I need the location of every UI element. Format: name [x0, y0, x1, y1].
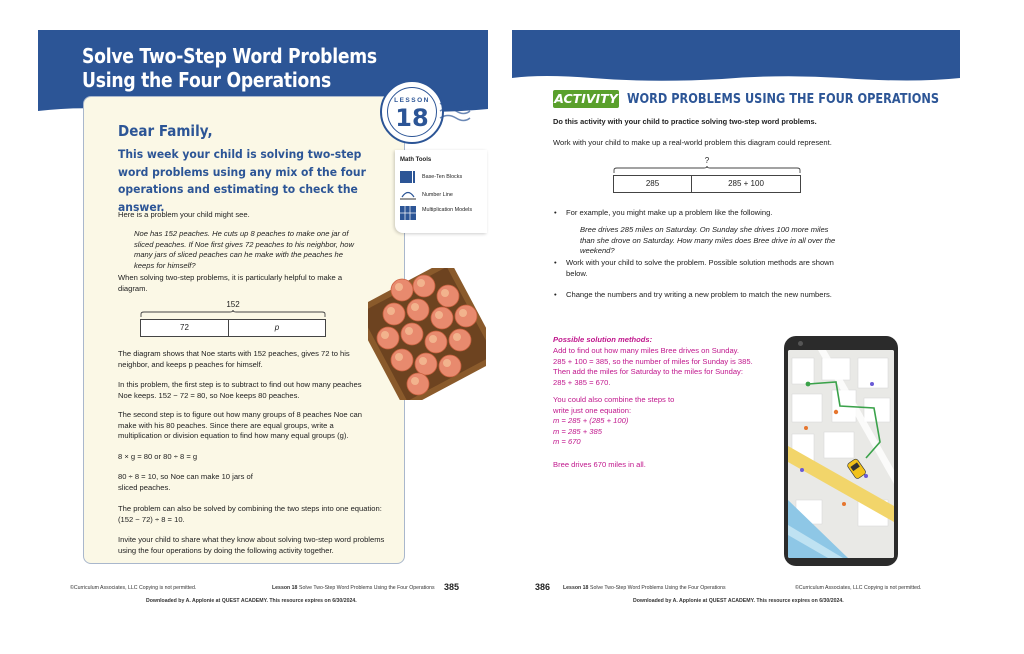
intro-text: This week your child is solving two-step word problems using any mix of the four operations and estimating to check the answer. — [118, 147, 366, 214]
jars-result-text: 80 ÷ 8 = 10, so Noe can make 10 jars of sliced peaches. — [118, 472, 253, 492]
peach — [391, 279, 413, 301]
answer-text: Bree drives 670 miles in all. — [553, 460, 646, 469]
bar-model-left — [140, 300, 326, 340]
second-step-text: The second step is to figure out how many groups of 8 peaches Noe can make with his 80 peaches. Since there are equal groups, write a multiplication or division equation to find how many equal groups (g). — [118, 410, 362, 440]
footer-lesson-title-left: Solve Two-Step Word Problems Using the Four Operations — [299, 585, 435, 591]
camera-icon — [798, 341, 803, 346]
bar-total-label: 152 — [226, 300, 240, 309]
peach — [377, 327, 399, 349]
bar-cell-p: p — [228, 319, 326, 337]
tool-label: Number Line — [422, 192, 453, 198]
bar-model-right — [613, 156, 801, 196]
combine-line: write just one equation: — [553, 405, 632, 415]
lesson-title — [82, 44, 377, 92]
combined-equation-text: The problem can also be solved by combining the two steps into one equation: (152 − 72) ÷ 8 = 10. — [118, 504, 382, 524]
peach-highlight — [453, 333, 461, 341]
tool-number-line — [400, 188, 486, 204]
solution-line: 285 + 385 = 670. — [553, 377, 611, 387]
activity-work-text: Work with your child to make up a real-world problem this diagram could represent. — [553, 138, 832, 147]
peach — [449, 329, 471, 351]
footer-lesson-right: Lesson 18 — [563, 585, 589, 591]
activity-banner — [512, 30, 960, 76]
peach — [431, 307, 453, 329]
postmark-lines-icon — [438, 96, 472, 130]
combine-lines — [553, 395, 674, 448]
stamp-word: LESSON — [394, 97, 430, 104]
map-icon — [788, 350, 894, 558]
example-intro: Here is a problem your child might see. — [118, 210, 250, 219]
footer-copyright-left: ©Curriculum Associates, LLC Copying is not permitted. — [70, 585, 197, 591]
number-line-icon — [400, 188, 416, 202]
stamp-number: 18 — [395, 104, 429, 132]
map-screen — [788, 350, 894, 558]
page-number-right: 386 — [535, 582, 551, 592]
footer-lesson-title-right: Solve Two-Step Word Problems Using the Four Operations — [590, 585, 726, 591]
greeting: Dear Family, — [118, 122, 213, 140]
bar-total-label: ? — [704, 156, 710, 165]
tool-label: Multiplication Models — [422, 207, 473, 213]
lesson-title-line2: Using the Four Operations — [82, 68, 332, 92]
peach-highlight — [405, 327, 413, 335]
combine-equation: m = 285 + 385 — [553, 426, 602, 436]
diagram-explanation-text: The diagram shows that Noe starts with 152 peaches, gives 72 to his neighbor, and keeps p peaches for himself. — [118, 349, 350, 369]
tool-multiplication-models — [400, 206, 486, 222]
download-notice-right: Downloaded by A. Applonie at QUEST ACADEMY. This resource expires on 6/30/2024. — [633, 598, 844, 604]
equation-line: 8 × g = 80 or 80 ÷ 8 = g — [118, 452, 198, 461]
stamp-inner-ring — [387, 87, 437, 137]
peach-highlight — [411, 377, 419, 385]
diagram-explanation — [118, 349, 368, 370]
combine-equation: m = 670 — [553, 437, 581, 446]
solution-line: Add to find out how many miles Bree drives on Sunday. — [553, 346, 740, 355]
combine-equation: m = 285 + (285 + 100) — [553, 416, 629, 425]
activity-badge: ACTIVITY — [554, 91, 618, 106]
solution-heading: Possible solution methods: — [553, 335, 653, 344]
footer-lesson-left: Lesson 18 — [272, 585, 298, 591]
footer-copyright-right: ©Curriculum Associates, LLC Copying is not permitted. — [795, 585, 922, 591]
activity-instruction: Do this activity with your child to practice solving two-step word problems. — [553, 117, 817, 126]
solution-line: 285 + 100 = 385, so the number of miles for Sunday is 385. — [553, 356, 753, 366]
solution-lines — [553, 346, 753, 388]
example-problem: Bree drives 285 miles on Saturday. On Sunday she drives 100 more miles than she drove on Saturday. How many miles does Bree drive in all over the weekend? — [580, 225, 836, 255]
peach — [439, 355, 461, 377]
peach-highlight — [395, 353, 403, 361]
combine-line: You could also combine the steps to — [553, 395, 675, 404]
bullet-solve: • Work with your child to solve the problem. Possible solution methods are shown below. — [566, 258, 836, 279]
math-tools-title: Math Tools — [400, 157, 432, 163]
invite-text: Invite your child to share what they know about solving two-step word problems using the four operations by doing the following activity together. — [118, 535, 385, 555]
bullet-change: • Change the numbers and try writing a new problem to match the new numbers. — [566, 290, 832, 301]
download-notice-left: Downloaded by A. Applonie at QUEST ACADEMY. This resource expires on 6/30/2024. — [146, 598, 357, 604]
peach-highlight — [441, 289, 449, 297]
peach — [425, 331, 447, 353]
multiplication-models-icon — [400, 206, 416, 220]
lesson-stamp — [380, 80, 444, 144]
math-tools-panel — [395, 150, 487, 233]
peach-highlight — [387, 307, 395, 315]
peach-highlight — [417, 279, 425, 287]
peach-highlight — [443, 359, 451, 367]
peach-highlight — [459, 309, 467, 317]
solution-line: Then add the miles for Saturday to the miles for Sunday: — [553, 367, 743, 376]
sample-problem: Noe has 152 peaches. He cuts up 8 peaches to make one jar of sliced peaches. If Noe first gives 72 peaches to his neighbor, how many jars of sliced peaches can he make with the peaches he keeps for himself? — [134, 229, 354, 270]
banner-wave — [512, 74, 960, 82]
peach — [455, 305, 477, 327]
peach-highlight — [411, 303, 419, 311]
peach — [413, 275, 435, 297]
bar-brace-icon — [140, 310, 326, 318]
peach-highlight — [419, 357, 427, 365]
peach — [437, 285, 459, 307]
peach — [401, 323, 423, 345]
peach — [407, 299, 429, 321]
peach-highlight — [381, 331, 389, 339]
activity-title: WORD PROBLEMS USING THE FOUR OPERATIONS — [627, 91, 940, 107]
tool-base-ten-blocks — [400, 170, 486, 186]
bar-cell-285-plus-100: 285 + 100 — [691, 175, 801, 193]
peach-highlight — [429, 335, 437, 343]
lesson-title-line1: Solve Two-Step Word Problems — [82, 44, 377, 68]
bar-cell-285: 285 — [613, 175, 692, 193]
bar-brace-icon — [613, 166, 801, 174]
peach-highlight — [435, 311, 443, 319]
page-number-left: 385 — [444, 582, 460, 592]
peach-highlight — [395, 283, 403, 291]
peach — [391, 349, 413, 371]
peach — [383, 303, 405, 325]
diagram-tip: When solving two-step problems, it is particularly helpful to make a diagram. — [118, 273, 343, 293]
base-ten-blocks-icon — [400, 170, 416, 184]
bullet-example: • For example, you might make up a problem like the following. — [566, 208, 772, 219]
phone-map-image — [784, 336, 898, 566]
peach — [415, 353, 437, 375]
peach — [407, 373, 429, 395]
bar-cell-72: 72 — [140, 319, 229, 337]
peaches-box-image — [368, 268, 486, 400]
first-step-text: In this problem, the first step is to subtract to find out how many peaches Noe keeps. 152 − 72 = 80, so Noe keeps 80 peaches. — [118, 380, 362, 400]
tool-label: Base-Ten Blocks — [422, 174, 463, 180]
